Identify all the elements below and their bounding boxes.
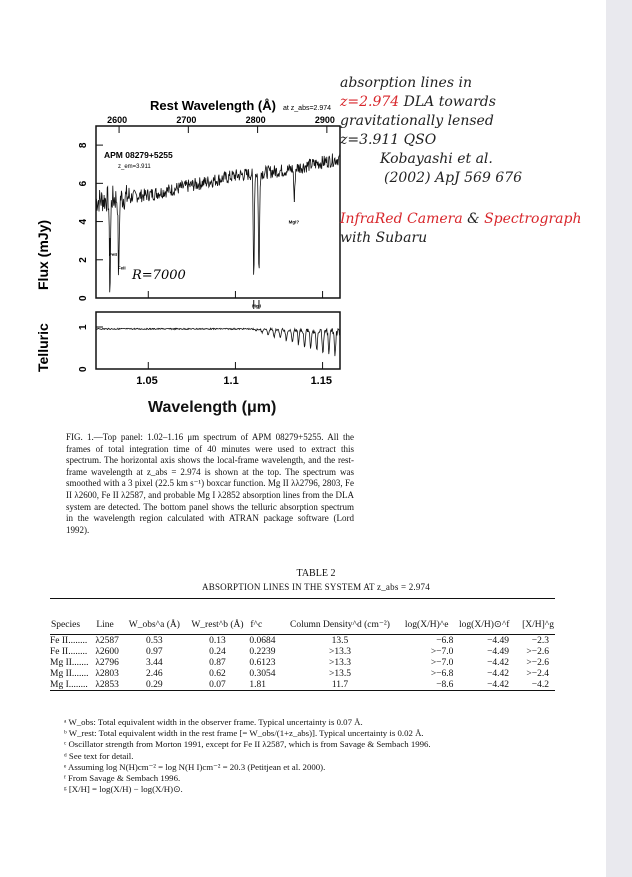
table-header-cell: log(X/H)^e [404,620,449,630]
telluric-axis-label: Telluric [35,323,51,372]
table-cell: −4.49 [487,646,510,657]
table-cell: −4.49 [487,635,510,646]
table-header-cell: Line [96,620,114,630]
top-tick-label: 2800 [245,115,266,125]
note-line-4: z=3.911 QSO [340,132,437,148]
table-cell: 1.81 [249,679,266,690]
object-label: APM 08279+5255 [104,150,173,160]
footnote: ᵍ [X/H] = log(X/H) − log(X/H)⊙. [64,784,183,795]
table-cell: >−2.4 [526,668,549,679]
footnote: ᶜ Oscillator strength from Morton 1991, except for Fe II λ2587, which is from Savage & Sembach 1996. [64,739,431,750]
top-axis-label: Rest Wavelength (Å) [150,98,276,113]
table-cell: 0.13 [209,635,226,646]
top-tick-label: 2600 [107,115,128,125]
table-header-cell: log(X/H)⊙^f [459,620,510,630]
table-footnotes [64,717,584,795]
top-axis-note: at z_abs=2.974 [283,105,332,112]
table-cell: >−2.6 [526,657,549,668]
table-cell: >−6.8 [430,668,454,679]
table-cell: −8.6 [436,679,454,690]
table-title: TABLE 2 [296,568,336,579]
table-subtitle: ABSORPTION LINES IN THE SYSTEM AT z_abs = 2.974 [202,582,430,592]
table-cell: 2.46 [146,668,163,679]
y-tick-label: 0 [78,295,89,301]
handwritten-notes [340,74,600,248]
table-row [50,668,555,679]
footnote: ᵈ See text for detail. [64,750,134,761]
table-row [50,657,555,668]
footnote: ᵇ W_rest: Total equivalent width in the rest frame [= W_obs/(1+z_abs)]. Typical uncertainty is 0.02 Å. [64,728,424,739]
table-cell: λ2803 [95,668,119,679]
table-cell: >13.3 [328,657,351,668]
table-cell: >−7.0 [430,657,454,668]
note-ampersand: & [462,211,485,227]
y-tick-label: 8 [78,142,89,149]
table-cell: −2.3 [531,635,549,646]
lower-panel-frame [96,312,340,369]
footnote: ᶠ From Savage & Sembach 1996. [64,773,181,784]
absorption-line-label: FeII [117,265,126,271]
redshift-label: z_em=3.911 [118,164,151,170]
table-cell: >−2.6 [526,646,549,657]
table-cell: λ2853 [95,679,119,690]
table-cell: Mg II....... [50,668,89,679]
table-cell: 0.0684 [249,635,276,646]
table-cell: 0.87 [209,657,226,668]
note-infrared: InfraRed [340,211,403,227]
lower-y-tick-label: 1 [78,324,89,330]
top-tick-label: 2900 [314,115,335,125]
x-tick-label: 1.15 [310,375,332,387]
y-tick-label: 4 [78,218,89,225]
table-cell: 0.07 [209,679,226,690]
table-cell: >−7.0 [430,646,454,657]
table-cell: −4.42 [487,679,510,690]
table-header-cell: [X/H]^g [522,620,554,630]
table-cell: λ2587 [95,635,119,646]
telluric-series-line [96,328,340,356]
y-tick-label: 6 [78,180,89,187]
table-cell: 0.62 [209,668,226,679]
table-header-cell: f^c [250,620,263,630]
table-cell: >13.3 [328,646,351,657]
table-cell: −4.42 [487,657,510,668]
table-cell: 0.53 [146,635,163,646]
note-line-7 [340,210,600,229]
footnote: ᵉ Assuming log N(H)cm⁻² = log N(H I)cm⁻² = 20.3 (Petitjean et al. 2000). [64,761,326,772]
note-line-2 [340,93,600,112]
absorption-line-label: MgII [252,303,262,309]
footnote: ᵃ W_obs: Total equivalent width in the observer frame. Typical uncertainty is 0.07 Å. [64,717,363,727]
table-cell: Mg I........ [50,679,88,690]
note-line-3: gravitationally lensed [340,113,494,129]
table-cell: −4.2 [531,679,549,690]
flux-axis-label: Flux (mJy) [35,219,51,290]
figure-caption: FIG. 1.—Top panel: 1.02–1.16 μm spectrum of APM 08279+5255. All the frames of total integration time of 40 minutes were used to extract this spectrum. The horizontal axis shows the local-frame wavelength, and the rest-frame wavelength at z_abs = 2.974 is shown at the top. The spectrum was smoothed with a 3 pixel (22.5 km s⁻¹) boxcar function. Mg II λλ2796, 2803, Fe II λ2600, Fe II λ2587, and probable Mg I λ2852 absorption lines from the DLA system are detected. The bottom panel shows the telluric absorption spectrum in the wavelength region calculated with ATRAN package software (Lord 1992). [66,432,354,535]
table-cell: >13.5 [328,668,351,679]
table-cell: 0.2239 [249,646,276,657]
note-camera: Camera [407,211,463,227]
top-tick-label: 2700 [176,115,197,125]
table-cell: λ2796 [95,657,119,668]
table-row [50,679,555,691]
table-cell: λ2600 [95,646,119,657]
table-cell: −4.42 [487,668,510,679]
absorption-line-label: FeII [109,251,117,257]
x-axis-label: Wavelength (μm) [148,399,277,416]
table-cell: −6.8 [436,635,454,646]
note-line-8: with Subaru [340,230,428,246]
table-cell: 0.29 [146,679,163,690]
note-line-6: (2002) ApJ 569 676 [384,170,523,186]
resolution-annotation: R=7000 [132,268,186,283]
lower-y-tick-label: 0 [78,366,89,372]
table-cell: 0.24 [209,646,226,657]
table-cell: 0.97 [146,646,163,657]
table-cell: 13.5 [331,635,349,646]
table-header-cell: Species [51,620,81,630]
x-tick-label: 1.1 [223,375,239,387]
table-body [50,635,555,691]
y-tick-label: 2 [78,257,89,263]
table-header-cell: W_rest^b (Å) [191,620,244,630]
note-line-2-rest: DLA towards [399,94,496,110]
table-cell: 11.7 [331,679,349,690]
note-line-1: absorption lines in [340,75,472,91]
absorption-lines-table [50,598,555,691]
table-cell: 0.3054 [249,668,276,679]
table-cell: Mg II....... [50,657,89,668]
note-spectrograph: Spectrograph [484,211,582,227]
absorption-line-label: MgI? [288,219,300,225]
table-cell: Fe II........ [50,646,88,657]
table-cell: Fe II........ [50,635,88,646]
note-redshift: z=2.974 [340,94,400,110]
table-header-cell: Column Density^d (cm⁻²) [290,620,390,630]
table-cell: 3.44 [146,657,163,668]
table-row [50,635,555,647]
x-tick-label: 1.05 [136,375,158,387]
table-header-cell: W_obs^a (Å) [128,620,180,630]
table-header-row [50,599,555,635]
table-cell: 0.6123 [249,657,276,668]
note-line-5: Kobayashi et al. [380,151,493,167]
table-row [50,646,555,657]
